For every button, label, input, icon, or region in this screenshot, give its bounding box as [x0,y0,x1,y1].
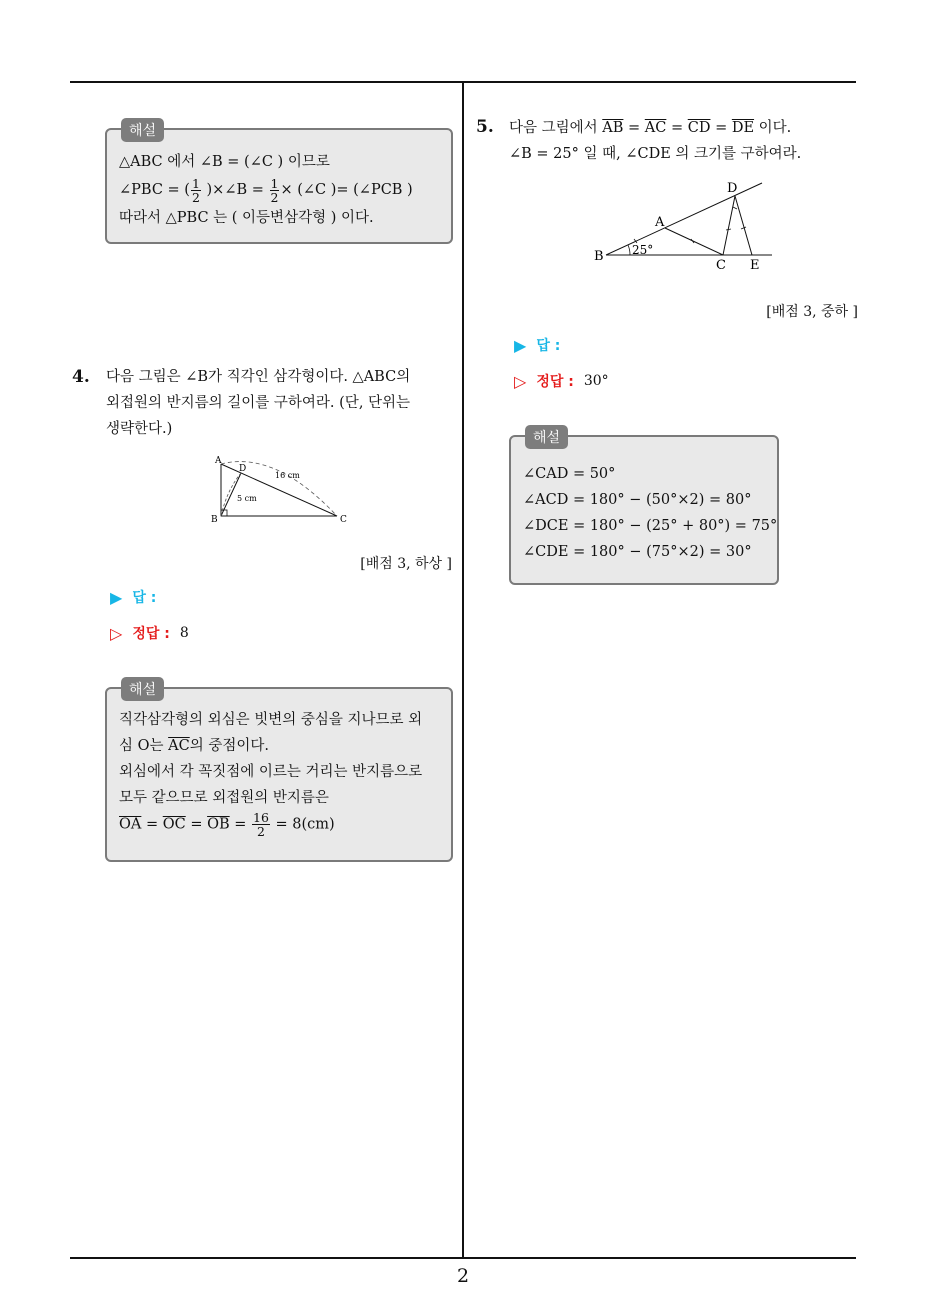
solution-line: ∠PBC = ( $\frac{1}{2}$ )×∠B = $\frac{1}{2}$ × (∠C )= (∠PCB ) [119,175,413,205]
column-divider [462,82,464,1258]
answer-row: ▶ 답 : [110,587,157,607]
fig-label-e: E [750,258,760,273]
solution-tag: 해설 [525,425,568,449]
fig-label-b: B [594,249,604,264]
correct-answer-row: ▷ 정답 : 8 [110,623,189,643]
answer-row: ▶ 답 : [514,335,561,355]
solution-box-prev [105,123,453,244]
score-label: [배점 3, 하상 ] [360,556,452,572]
solution-tag: 해설 [121,677,164,701]
fig-angle-label: 25° [632,243,654,257]
score-label: [배점 3, 중하 ] [766,304,858,320]
problem-number: 4. [72,367,90,387]
problem-text: 다음 그림은 ∠B가 직각인 삼각형이다. △ABC의 외접원의 반지름의 길이를 구하여라. (단, 단위는 생략한다.) [106,369,411,437]
page-number: 2 [456,1265,470,1287]
problem5-figure [590,176,780,274]
answer-arrow-icon: ▶ [514,335,527,355]
fig-label-c: C [340,515,347,525]
fig-len-bd: 5 cm [237,494,257,503]
fig-label-d: D [727,181,738,196]
solution-line: △ABC 에서 ∠B = (∠C ) 이므로 [119,154,330,170]
correct-arrow-icon: ▷ [110,623,123,643]
fig-label-a: A [215,456,222,466]
bottom-rule [70,1257,856,1259]
solution-box-4: 해설 직각삼각형의 외심은 빗변의 중심을 지나므로 외 심 O는 $\overline{AC}$의 중점이다. 외심에서 각 꼭짓점에 이르는 거리는 반지름으로 모두 같으므로 외접원의 반지름은 $\overline{OA} = \overline{OC} = \overline{OB}$ = $\frac{16}{2}$ = 8(cm) [105,687,453,862]
correct-arrow-icon: ▷ [514,371,527,391]
solution-box-5: 해설 ∠CAD = 50° ∠ACD = 180° − (50°×2) = 80° ∠DCE = 180° − (25° + 80°) = 75° ∠CDE = 180° − (75°×2) = 30° [509,435,779,585]
problem-text: 다음 그림에서 $\overline{AB} = \overline{AC} = \overline{CD} = \overline{DE}$ 이다. ∠B = 25° 일 때, ∠CDE 의 크기를 구하여라. [509,120,802,162]
problem-number: 5. [476,117,494,137]
fig-len-ac: 16 cm [275,471,300,480]
answer-arrow-icon: ▶ [110,587,123,607]
fig-label-c: C [716,258,726,273]
fig-label-d: D [239,464,247,474]
correct-answer-row: ▷ 정답 : 30° [514,371,609,391]
solution-line: 따라서 △PBC 는 ( 이등변삼각형 ) 이다. [119,210,374,226]
fig-label-b: B [211,515,218,525]
solution-tag: 해설 [121,118,164,142]
problem4-figure [205,452,365,528]
fig-label-a: A [655,215,665,230]
